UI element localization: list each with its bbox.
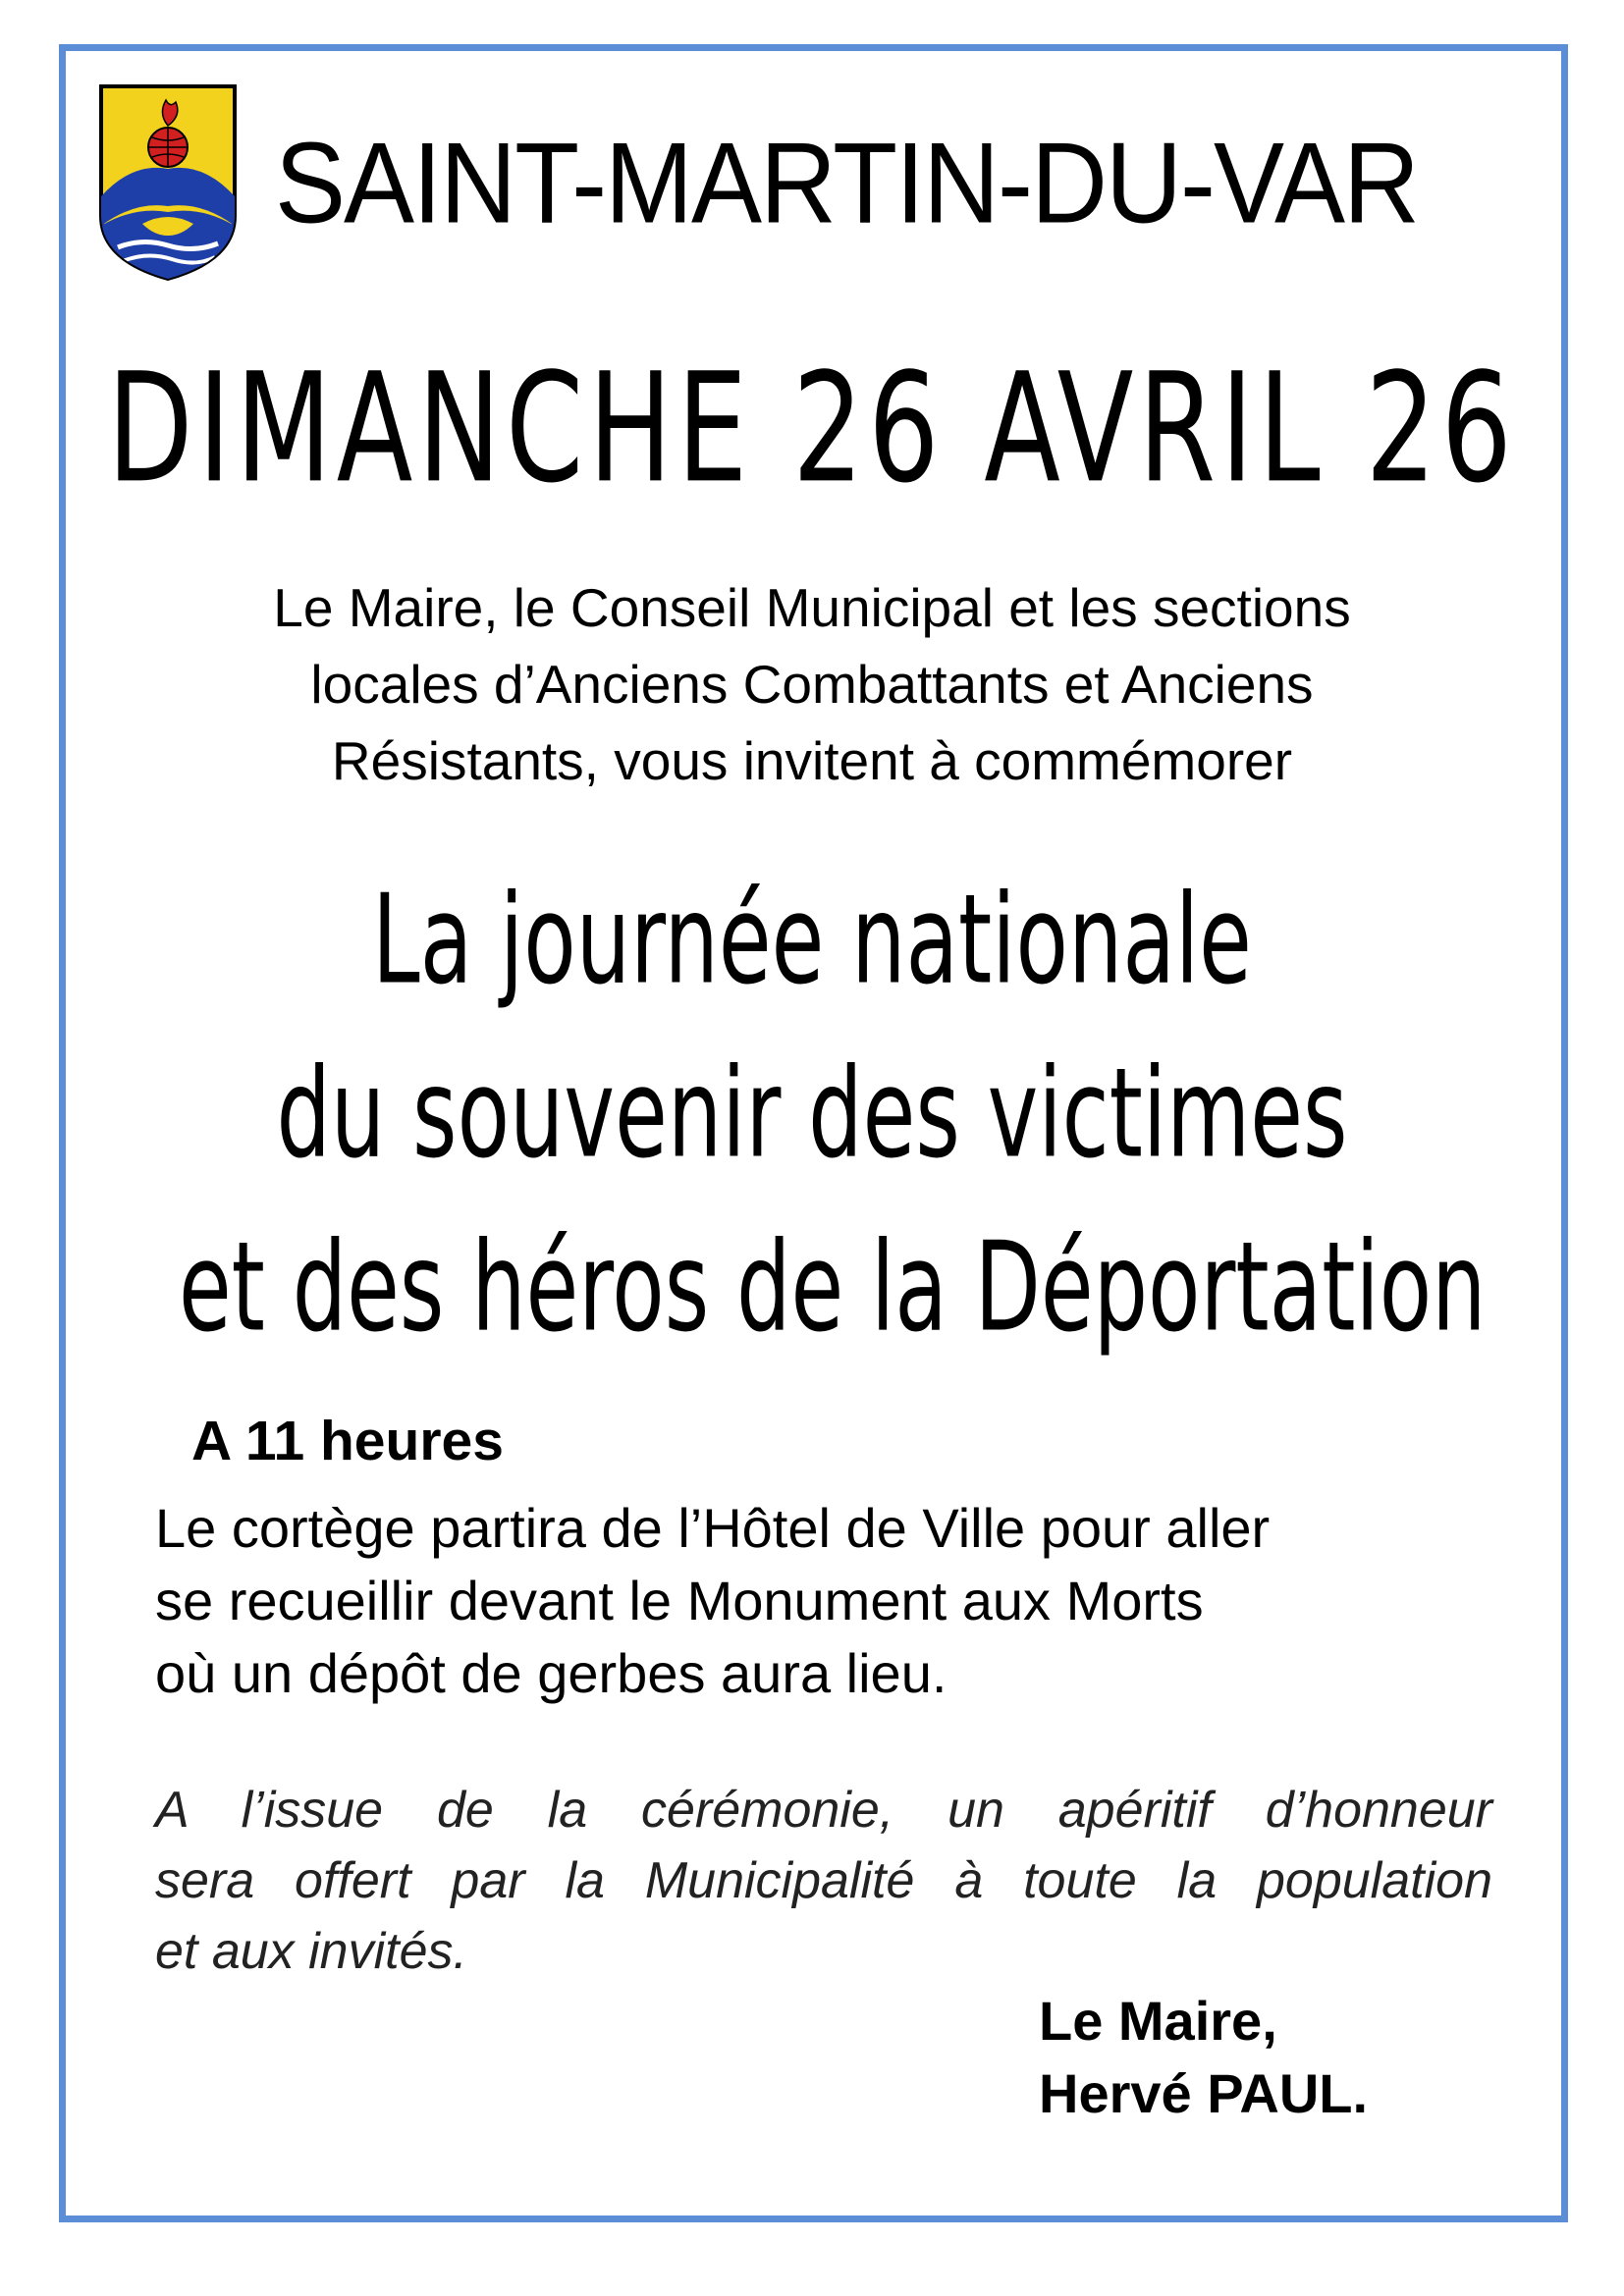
headline-line: et des héros de la Déportation: [178, 1216, 1487, 1360]
signature-title: Le Maire,: [1039, 1990, 1277, 2052]
reception-note: [155, 1775, 1492, 1987]
note-line: A l’issue de la cérémonie, un apéritif d’honneur: [155, 1782, 1492, 1839]
invitation-line: Le Maire, le Conseil Municipal et les sections: [273, 577, 1351, 638]
invitation-line: Résistants, vous invitent à commémorer: [331, 730, 1293, 791]
note-line: sera offert par la Municipalité à toute la population: [155, 1852, 1492, 1909]
details-line: où un dépôt de gerbes aura lieu.: [155, 1642, 947, 1704]
signature-block: [1039, 1985, 1368, 2130]
event-headline: [0, 854, 1624, 1375]
headline-line: La journée nationale: [372, 869, 1252, 1012]
details-line: se recueillir devant le Monument aux Morts: [155, 1570, 1204, 1631]
details-line: Le cortège partira de l’Hôtel de Ville pour aller: [155, 1497, 1271, 1559]
event-date: DIMANCHE 26 AVRIL 26: [107, 340, 1517, 516]
invitation-line: locales d’Anciens Combattants et Anciens: [310, 654, 1314, 715]
event-time: A 11 heures: [191, 1410, 504, 1472]
event-details: [155, 1492, 1270, 1710]
note-line: et aux invités.: [155, 1923, 467, 1980]
coat-of-arms-icon: [93, 79, 243, 287]
signature-name: Hervé PAUL.: [1039, 2062, 1369, 2124]
headline-line: du souvenir des victimes: [276, 1042, 1348, 1186]
invitation-text: [0, 569, 1624, 799]
town-name: SAINT-MARTIN-DU-VAR: [275, 118, 1419, 247]
